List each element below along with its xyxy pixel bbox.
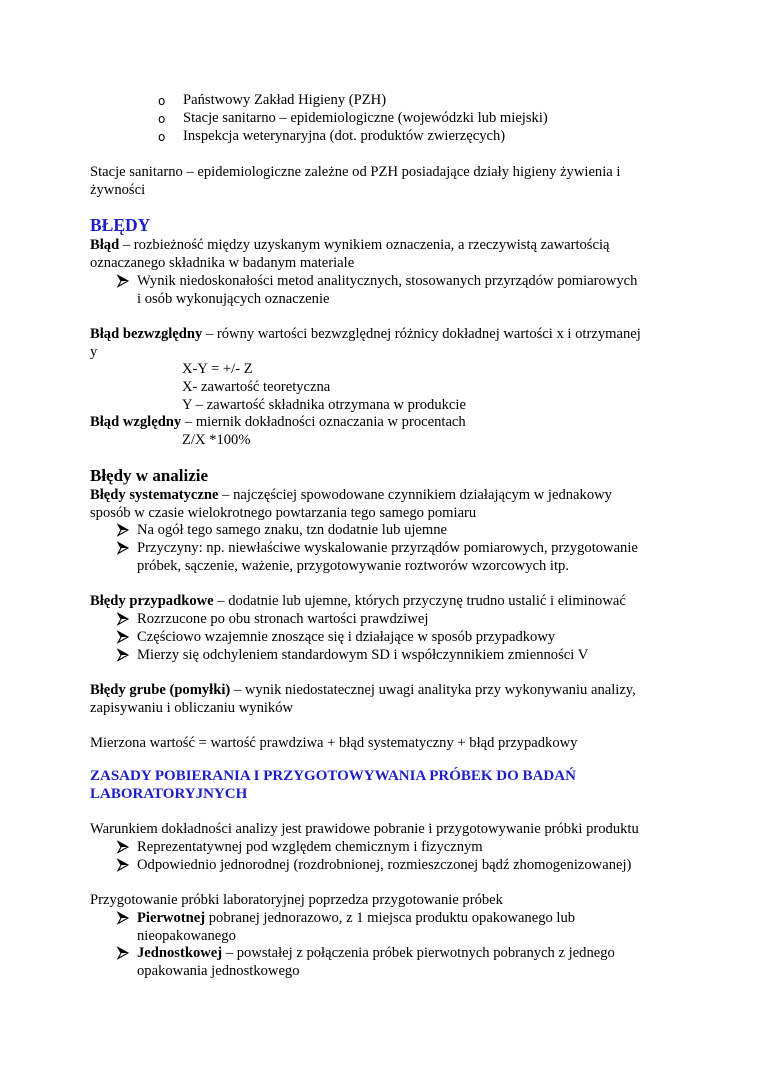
definition-line — [90, 486, 612, 504]
definition-line: sposób w czasie wielokrotnego powtarzania tego samego pomiaru — [90, 505, 477, 521]
definition-text: – miernik dokładności oznaczania w procentach — [181, 414, 466, 430]
term-blad-bezwzgledny: Błąd bezwzględny — [90, 326, 203, 342]
arrow-bullet-icon — [116, 648, 130, 662]
list-item: opakowania jednostkowego — [137, 963, 300, 979]
list-item: Państwowy Zakład Higieny (PZH) — [183, 92, 387, 108]
section-heading-bledy: BŁĘDY — [90, 215, 151, 235]
term-blad-wzgledny: Błąd względny — [90, 414, 182, 430]
definition-text: pobranej jednorazowo, z 1 miejsca produktu opakowanego lub — [205, 910, 576, 926]
circle-bullet-icon: o — [158, 94, 166, 108]
arrow-bullet-icon — [116, 911, 130, 925]
list-item: próbek, sączenie, ważenie, przygotowywanie roztworów wzorcowych itp. — [137, 558, 569, 574]
definition-text: – powstałej z połączenia próbek pierwotnych pobranych z jednego — [222, 945, 615, 961]
definition-line — [90, 592, 626, 610]
list-item: Reprezentatywnej pod względem chemicznym i fizycznym — [137, 839, 483, 855]
term-blad: Błąd — [90, 237, 120, 253]
definition-text: – wynik niedostatecznej uwagi analityka przy wykonywaniu analizy, — [230, 682, 636, 698]
arrow-bullet-icon — [116, 946, 130, 960]
arrow-bullet-icon — [116, 523, 130, 537]
circle-bullet-icon: o — [158, 130, 166, 144]
list-item — [137, 909, 575, 927]
arrow-bullet-icon — [116, 840, 130, 854]
term-pierwotnej: Pierwotnej — [137, 910, 206, 926]
arrow-bullet-icon — [116, 612, 130, 626]
definition-line: zapisywaniu i obliczaniu wyników — [90, 700, 294, 716]
term-bledy-przypadkowe: Błędy przypadkowe — [90, 593, 214, 609]
definition-line — [90, 236, 610, 254]
list-item — [137, 944, 615, 962]
definition-text: – równy wartości bezwzględnej różnicy dokładnej wartości x i otrzymanej — [202, 326, 641, 342]
definition-text: – najczęściej spowodowane czynnikiem działającym w jednakowy — [218, 487, 612, 503]
formula-line: Y – zawartość składnika otrzymana w produkcie — [182, 397, 466, 413]
section-heading-zasady: LABORATORYJNYCH — [90, 786, 248, 802]
list-item: Rozrzucone po obu stronach wartości prawdziwej — [137, 611, 429, 627]
definition-text: – dodatnie lub ujemne, których przyczynę trudno ustalić i eliminować — [213, 593, 626, 609]
paragraph-line: Stacje sanitarno – epidemiologiczne zależne od PZH posiadające działy higieny żywienia i — [90, 164, 621, 180]
list-item: nieopakowanego — [137, 928, 236, 944]
definition-line — [90, 681, 636, 699]
list-item: Częściowo wzajemnie znoszące się i działające w sposób przypadkowy — [137, 629, 556, 645]
arrow-bullet-icon — [116, 541, 130, 555]
arrow-bullet-icon — [116, 858, 130, 872]
paragraph-line: żywności — [90, 182, 146, 198]
section-heading-zasady: ZASADY POBIERANIA I PRZYGOTOWYWANIA PRÓBEK DO BADAŃ — [90, 768, 576, 784]
term-bledy-grube: Błędy grube (pomyłki) — [90, 682, 231, 698]
term-bledy-systematyczne: Błędy systematyczne — [90, 487, 219, 503]
paragraph-line: Warunkiem dokładności analizy jest prawidowe pobranie i przygotowywanie próbki produktu — [90, 821, 639, 837]
section-heading-bledy-w-analizie: Błędy w analizie — [90, 466, 209, 485]
list-item: Na ogół tego samego znaku, tzn dodatnie lub ujemne — [137, 522, 448, 538]
list-item: Przyczyny: np. niewłaściwe wyskalowanie przyrządów pomiarowych, przygotowanie — [137, 540, 638, 556]
list-item: i osób wykonujących oznaczenie — [137, 291, 330, 307]
circle-bullet-icon: o — [158, 112, 166, 126]
definition-line: y — [90, 344, 98, 360]
equation-line: Mierzona wartość = wartość prawdziwa + błąd systematyczny + błąd przypadkowy — [90, 735, 578, 751]
list-item: Odpowiednio jednorodnej (rozdrobnionej, rozmieszczonej bądź zhomogenizowanej) — [137, 857, 632, 873]
definition-line — [90, 325, 641, 343]
list-item: Wynik niedoskonałości metod analitycznych, stosowanych przyrządów pomiarowych — [137, 273, 638, 289]
term-jednostkowej: Jednostkowej — [137, 945, 223, 961]
formula-line: X- zawartość teoretyczna — [182, 379, 331, 395]
list-item: Inspekcja weterynaryjna (dot. produktów zwierzęcych) — [183, 128, 506, 144]
arrow-bullet-icon — [116, 274, 130, 288]
definition-line — [90, 413, 466, 431]
list-item: Mierzy się odchyleniem standardowym SD i współczynnikiem zmienności V — [137, 647, 589, 663]
arrow-bullet-icon — [116, 630, 130, 644]
definition-text: – rozbieżność między uzyskanym wynikiem oznaczenia, a rzeczywistą zawartością — [119, 237, 610, 253]
paragraph-line: Przygotowanie próbki laboratoryjnej poprzedza przygotowanie próbek — [90, 892, 503, 908]
formula-line: X-Y = +/- Z — [182, 361, 253, 377]
formula-line: Z/X *100% — [182, 432, 251, 448]
definition-line: oznaczanego składnika w badanym materiale — [90, 255, 355, 271]
list-item: Stacje sanitarno – epidemiologiczne (wojewódzki lub miejski) — [183, 110, 548, 126]
